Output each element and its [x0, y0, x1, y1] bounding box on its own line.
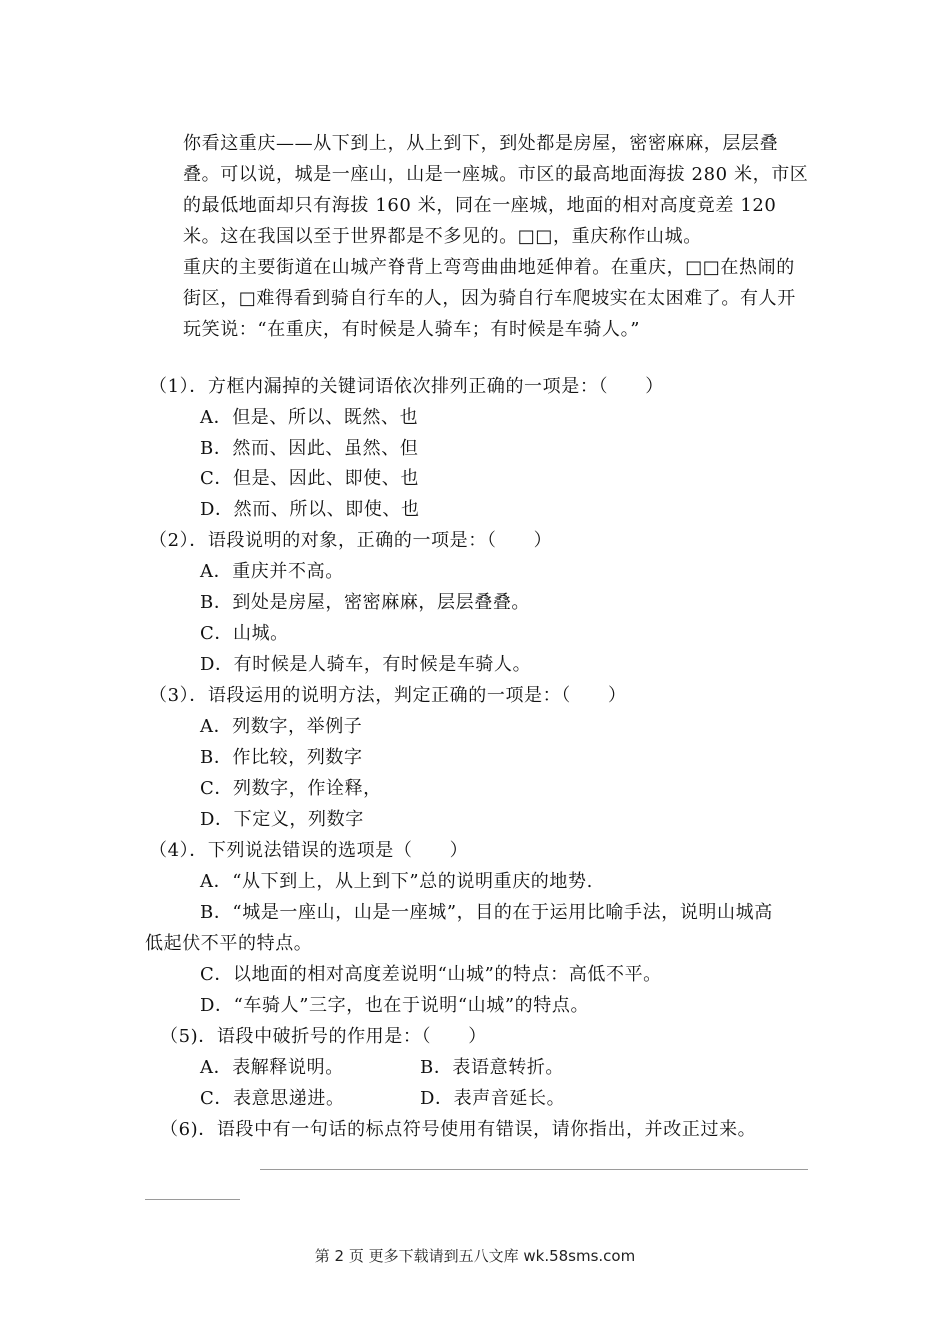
question-4-stem: （4）．下列说法错误的选项是（ ） — [149, 840, 469, 861]
question-5-stem: （5)．语段中破折号的作用是：（ ） — [160, 1026, 487, 1047]
question-3-option-b: B．作比较，列数字 — [200, 747, 363, 768]
question-4-option-b: B．“城是一座山，山是一座城”，目的在于运用比喻手法，说明山城高 — [200, 902, 773, 923]
passage-paragraph-2 — [145, 252, 810, 345]
answer-line-2 — [145, 1199, 240, 1200]
question-3-option-d: D．下定义，列数字 — [200, 809, 364, 830]
question-5-option-b: B．表语意转折。 — [420, 1057, 565, 1078]
question-5-option-d: D．表声音延长。 — [420, 1088, 566, 1109]
question-5-option-c: C．表意思递进。 — [200, 1088, 345, 1109]
question-3-stem: （3）．语段运用的说明方法，判定正确的一项是：（ ） — [149, 685, 627, 706]
question-1-option-b: B．然而、因此、虽然、但 — [200, 438, 419, 459]
question-5-option-a: A．表解释说明。 — [200, 1057, 344, 1078]
question-2-stem: （2）．语段说明的对象，正确的一项是：（ ） — [149, 530, 553, 551]
question-1-option-c: C．但是、因此、即使、也 — [200, 468, 419, 489]
question-3-option-a: A．列数字，举例子 — [200, 716, 363, 737]
passage-paragraph-1 — [145, 128, 810, 252]
question-4-option-d: D．“车骑人”三字，也在于说明“山城”的特点。 — [200, 995, 590, 1016]
answer-line-1 — [260, 1169, 808, 1170]
question-2-option-a: A．重庆并不高。 — [200, 561, 344, 582]
question-4-option-c: C．以地面的相对高度差说明“山城”的特点：高低不平。 — [200, 964, 662, 985]
question-2-option-d: D．有时候是人骑车，有时候是车骑人。 — [200, 654, 532, 675]
question-2-option-b: B．到处是房屋，密密麻麻，层层叠叠。 — [200, 592, 531, 613]
passage-text-2: 重庆的主要街道在山城产脊背上弯弯曲曲地延伸着。在重庆，□□在热闹的街区，□难得看到骑自行车的人，因为骑自行车爬坡实在太困难了。有人开玩笑说：“在重庆，有时候是人骑车；有时候是车骑人。” — [183, 257, 796, 340]
question-4-option-b-continuation: 低起伏不平的特点。 — [145, 933, 313, 954]
question-6-stem: （6)．语段中有一句话的标点符号使用有错误，请你指出，并改正过来。 — [160, 1119, 757, 1140]
question-1-option-a: A．但是、所以、既然、也 — [200, 407, 419, 428]
question-2-option-c: C．山城。 — [200, 623, 289, 644]
question-1-stem: （1）．方框内漏掉的关键词语依次排列正确的一项是：（ ） — [149, 376, 664, 397]
question-3-option-c: C．列数字，作诠释， — [200, 778, 382, 799]
question-1-option-d: D．然而、所以、即使、也 — [200, 499, 420, 520]
passage-text-1: 你看这重庆——从下到上，从上到下，到处都是房屋，密密麻麻，层层叠叠。可以说，城是一座山，山是一座城。市区的最高地面海拔 280 米，市区的最低地面却只有海拔 160 米，同在一座城，地面的相对高度竟差 120 米。这在我国以至于世界都是不多见的。□□，重庆称作山城。 — [183, 133, 809, 247]
question-4-option-a: A．“从下到上，从上到下”总的说明重庆的地势. — [200, 871, 593, 892]
page-footer: 第 2 页 更多下载请到五八文库 wk.58sms.com — [314, 1247, 636, 1265]
